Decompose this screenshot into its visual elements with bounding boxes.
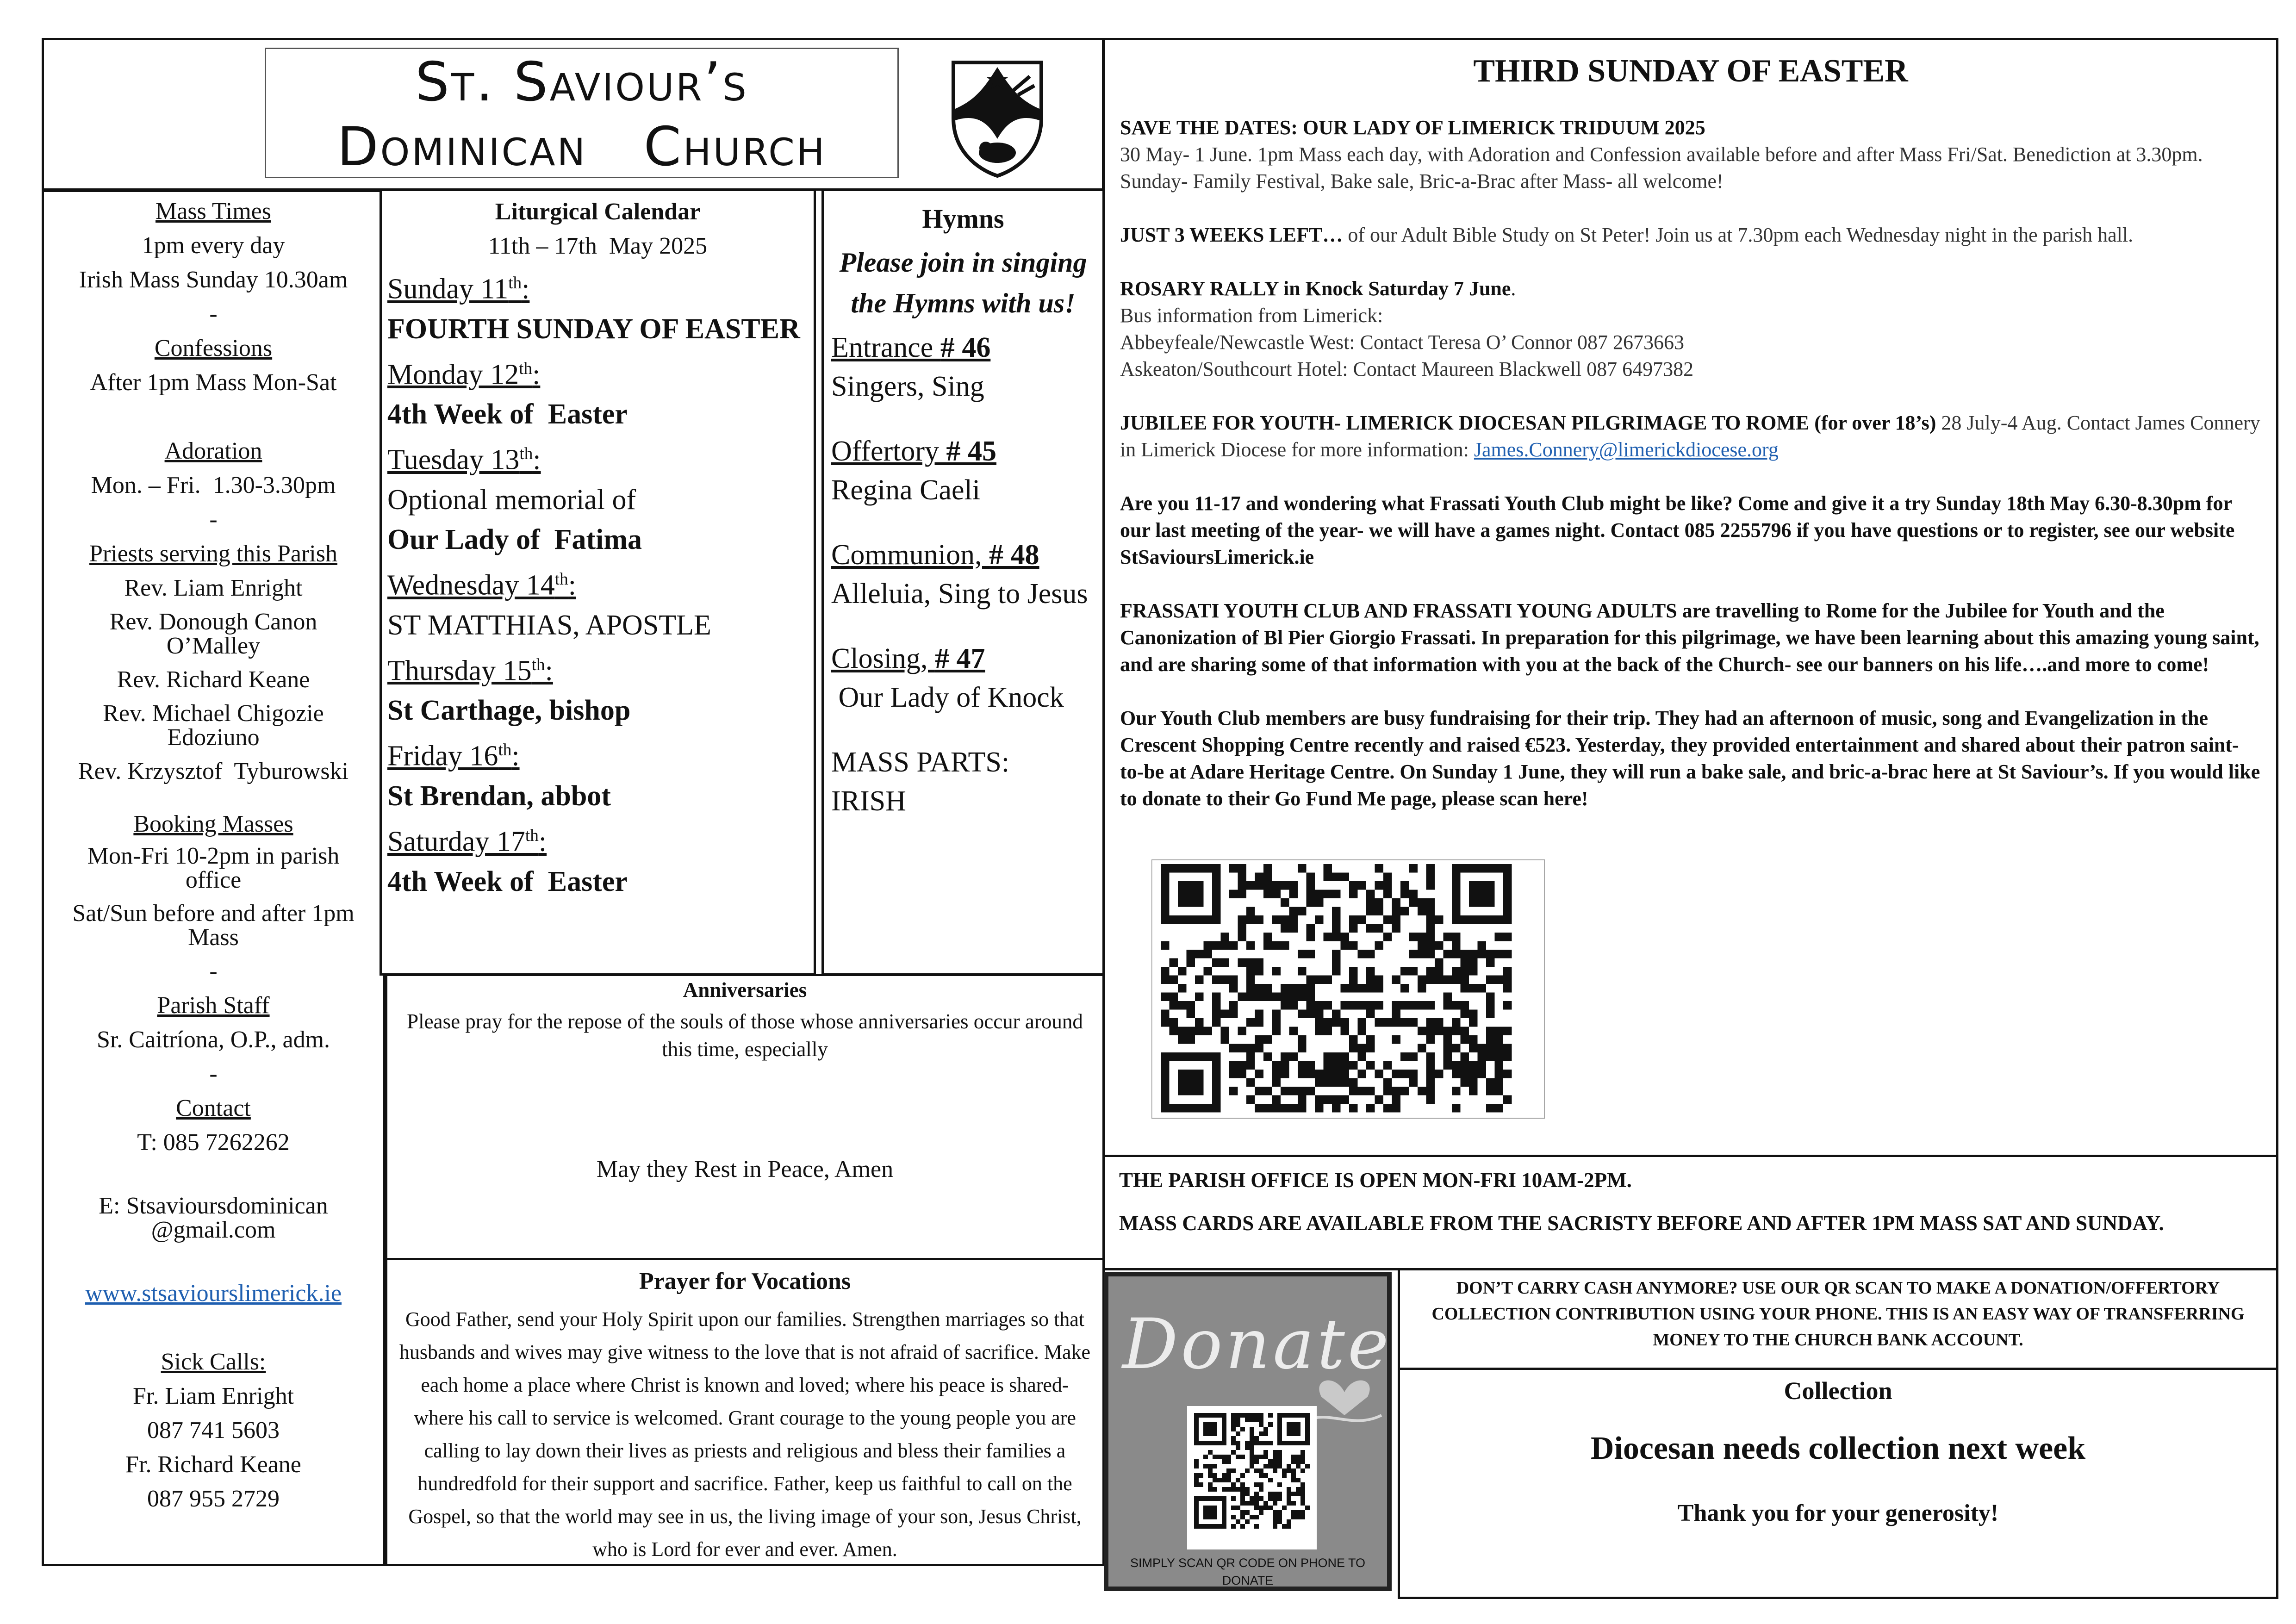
news-item-bible-study: JUST 3 WEEKS LEFT… of our Adult Bible Study on St Peter! Join us at 7.30pm each Wednesday night in the parish hall. [1120, 224, 2134, 246]
vocations-panel [385, 1258, 1105, 1566]
priest-name: Rev. Richard Keane [117, 666, 310, 693]
calendar-day-text: 4th Week of Easter [387, 865, 628, 897]
cashless-notice [1398, 1268, 2278, 1370]
mass-cards-notice: MASS CARDS ARE AVAILABLE FROM THE SACRISTY BEFORE AND AFTER 1PM MASS SAT AND SUNDAY. [1119, 1212, 2164, 1235]
collection-panel [1398, 1368, 2278, 1599]
hymn-offertory-song: Regina Caeli [831, 474, 980, 506]
contact-heading: Contact [176, 1095, 251, 1121]
priest-name: Rev. Donough Canon [109, 609, 317, 635]
priest-name: Rev. Michael Chigozie [103, 700, 324, 727]
website-link[interactable]: www.stsaviourslimerick.ie [85, 1280, 342, 1307]
calendar-day-label: Tuesday 13th: [387, 444, 541, 476]
booking-heading: Booking Masses [133, 811, 293, 837]
vocations-prayer: Good Father, send your Holy Spirit upon our families. Strengthen marriages so that husbands and wives may give witness to the love that is not afraid of sacrifice. Make each home a place where Christ is known and loved; where his peace is shared- where his call to service is welcomed. Grant courage to the young people you are calling to lay down their lives as priests and religious and bless their families a hundredfold for their support and sacrifice. Father, keep us faithful to call on the Gospel, so that the world may see in us, the living image of your son, Jesus Christ, who is Lord for ever and ever. Amen. [399, 1308, 1091, 1561]
news-item-triduum: SAVE THE DATES: OUR LADY OF LIMERICK TRIDUUM 2025 30 May- 1 June. 1pm Mass each day, with Adoration and Confession available before and after Mass Fri/Sat. Benediction at 3.30pm. Sunday- Family Festival, Bake sale, Bric-a-Brac after Mass- all welcome! [1120, 116, 2203, 193]
booking-weekday-line: Mon-Fri 10-2pm in parish [87, 843, 340, 869]
sick-call-phone: 087 955 2729 [147, 1486, 280, 1512]
collection-main: Diocesan needs collection next week [1590, 1431, 2086, 1466]
calendar-heading: Liturgical Calendar [495, 199, 701, 225]
priest-name: O’Malley [166, 633, 261, 659]
parish-info-column [42, 190, 385, 1566]
liturgical-calendar [380, 189, 816, 976]
anniversaries-title: Anniversaries [683, 978, 807, 1002]
hymn-communion-label: Communion, # 48 [831, 539, 1039, 571]
contact-phone: T: 085 7262262 [137, 1129, 290, 1156]
separator: - [209, 958, 218, 984]
irish-mass: Irish Mass Sunday 10.30am [79, 267, 348, 293]
separator: - [209, 1061, 218, 1087]
hymn-communion-song: Alleluia, Sing to Jesus [831, 578, 1088, 610]
booking-weekend-line: Sat/Sun before and after 1pm [72, 900, 355, 927]
contact-email: E: Stsavioursdominican [99, 1193, 328, 1219]
hymns-panel [821, 189, 1105, 976]
office-hours: THE PARISH OFFICE IS OPEN MON-FRI 10AM-2PM. [1119, 1169, 1632, 1192]
hymns-heading: Hymns [922, 204, 1004, 234]
anniversaries-panel [385, 974, 1105, 1263]
dominican-crest-icon [949, 58, 1046, 178]
sick-call-phone: 087 741 5603 [147, 1417, 280, 1444]
news-item-fundraising: Our Youth Club members are busy fundraising for their trip. They had an afternoon of music, song and Evangelization in the Crescent Shopping Centre recently and raised €523. Yesterday, they provided entertainment and shared about their patron saint-to-be at Adare Heritage Centre. On Sunday 1 June, they will run a bake sale, and bric-a-brac here at St Saviour’s. If you would like to donate to their Go Fund Me page, please scan here! [1120, 707, 2260, 810]
sick-call-name: Fr. Liam Enright [132, 1383, 294, 1409]
news-item-youth-club: Are you 11-17 and wondering what Frassati Youth Club might be like? Come and give it a try Sunday 18th May 6.30-8.30pm for our last meeting of the year- we will have a games night. Contact 085 2255796 if you have questions or to register, see our website StSavioursLimerick.ie [1120, 492, 2235, 568]
church-title [265, 48, 899, 178]
separator: - [209, 506, 218, 533]
hymns-invite: Please join in singing the Hymns with us! [839, 247, 1087, 318]
anniversaries-closing: May they Rest in Peace, Amen [596, 1156, 894, 1182]
cashless-text: DON’T CARRY CASH ANYMORE? USE OUR QR SCAN TO MAKE A DONATION/OFFERTORY COLLECTION CONTRIBUTION USING YOUR PHONE. THIS IS AN EASY WAY OF TRANSFERRING MONEY TO THE CHURCH BANK ACCOUNT. [1431, 1278, 2245, 1350]
adoration-text: Mon. – Fri. 1.30-3.30pm [91, 472, 336, 498]
donate-qr-code[interactable] [1187, 1406, 1317, 1549]
collection-thanks: Thank you for your generosity! [1677, 1500, 1999, 1526]
donate-caption: SIMPLY SCAN QR CODE ON PHONE TO DONATE [1130, 1556, 1366, 1587]
separator: - [209, 301, 218, 327]
calendar-day-label: Saturday 17th: [387, 826, 547, 858]
gofundme-qr-code[interactable] [1151, 859, 1545, 1119]
parish-staff-heading: Parish Staff [157, 992, 270, 1019]
header [42, 38, 1104, 191]
calendar-day-text: St Brendan, abbot [387, 780, 611, 812]
hymn-offertory-label: Offertory # 45 [831, 436, 996, 467]
collection-title: Collection [1784, 1377, 1892, 1405]
booking-weekend-line: Mass [188, 924, 239, 951]
calendar-day-label: Friday 16th: [387, 740, 520, 772]
mass-times-heading: Mass Times [156, 198, 271, 224]
vocations-title: Prayer for Vocations [639, 1268, 851, 1294]
priests-heading: Priests serving this Parish [89, 541, 337, 567]
parish-staff-text: Sr. Caitríona, O.P., adm. [96, 1027, 330, 1053]
mass-parts-value: IRISH [831, 785, 906, 817]
diocese-email-link[interactable]: James.Connery@limerickdiocese.org [1474, 438, 1779, 461]
news-item-jubilee: JUBILEE FOR YOUTH- LIMERICK DIOCESAN PILGRIMAGE TO ROME (for over 18’s) 28 July-4 Aug. Contact James Connery in Limerick Diocese for more information: James.Connery@limerickdiocese.org [1120, 411, 2260, 461]
priest-name: Edoziuno [167, 724, 260, 751]
sick-call-name: Fr. Richard Keane [125, 1451, 301, 1478]
hymn-entrance-song: Singers, Sing [831, 371, 984, 402]
anniversaries-text: Please pray for the repose of the souls of those whose anniversaries occur around this time, especially [407, 1010, 1083, 1061]
hymn-closing-label: Closing, # 47 [831, 643, 985, 674]
news-title: THIRD SUNDAY OF EASTER [1473, 53, 1908, 89]
calendar-day-text: 4th Week of Easter [387, 398, 628, 430]
title-line-1: St. Saviour’s [415, 51, 748, 113]
donate-panel[interactable] [1104, 1272, 1392, 1591]
calendar-day-label: Wednesday 14th: [387, 569, 576, 601]
calendar-day-label: Thursday 15th: [387, 655, 553, 687]
office-notice [1103, 1155, 2278, 1270]
mass-parts-label: MASS PARTS: [831, 747, 1010, 778]
donate-heading: Donate [1122, 1304, 1392, 1385]
confessions-heading: Confessions [154, 335, 273, 361]
calendar-day-label: Sunday 11th: [387, 273, 530, 305]
adoration-heading: Adoration [164, 438, 262, 464]
calendar-day-text: ST MATTHIAS, APOSTLE [387, 609, 711, 641]
calendar-day-text: Optional memorial of Our Lady of Fatima [387, 484, 642, 555]
news-item-frassati: FRASSATI YOUTH CLUB AND FRASSATI YOUNG ADULTS are travelling to Rome for the Jubilee for Youth and the Canonization of Bl Pier Giorgio Frassati. In preparation for this pilgrimage, we have been learning about this amazing young saint, and are sharing some of that information with you at the back of the Church- see our banners on his life….and more to come! [1120, 599, 2259, 676]
sick-calls-heading: Sick Calls: [161, 1349, 266, 1375]
mass-every-day: 1pm every day [142, 232, 285, 259]
calendar-day-text: St Carthage, bishop [387, 695, 631, 727]
hymn-closing-song: Our Lady of Knock [831, 682, 1064, 713]
calendar-day-text: FOURTH SUNDAY OF EASTER [387, 313, 800, 345]
news-panel [1103, 38, 2278, 1157]
calendar-day-label: Monday 12th: [387, 359, 541, 391]
booking-weekday-line: office [185, 867, 242, 893]
title-line-2: Dominican Church [337, 116, 827, 178]
calendar-dates: 11th – 17th May 2025 [488, 233, 708, 259]
news-item-rosary-rally: ROSARY RALLY in Knock Saturday 7 June. Bus information from Limerick: Abbeyfeale/Newcastle West: Contact Teresa O’ Connor 087 2673663 Askeaton/Southcourt Hotel: Contact Maureen Blackwell 087 6497382 [1120, 277, 1694, 380]
priest-name: Rev. Krzysztof Tyburowski [78, 758, 349, 784]
hymn-entrance-label: Entrance # 46 [831, 332, 991, 363]
confessions-text: After 1pm Mass Mon-Sat [90, 369, 337, 396]
contact-email: @gmail.com [151, 1217, 276, 1243]
priest-name: Rev. Liam Enright [124, 575, 303, 601]
